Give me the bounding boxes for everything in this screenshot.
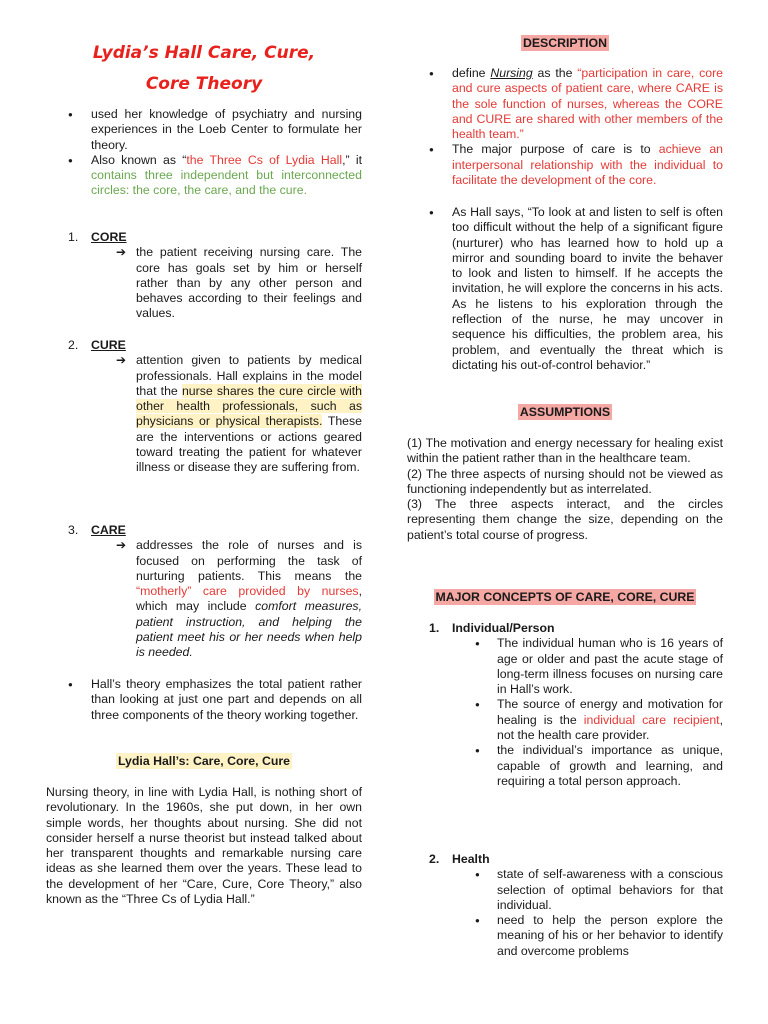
care-section [46, 523, 362, 661]
intro-list [46, 107, 362, 199]
care-motherly: “motherly” care provided by nurses [136, 584, 359, 599]
title-line-2: Core Theory [145, 74, 263, 94]
cure-post: These are the interventions or actions geared toward treating the patient for whatever illness or disease they are suffering from. [136, 414, 362, 475]
cure-label: CURE [91, 338, 126, 352]
care-purpose: achieve an interpersonal relationship with the individual to facilitate the development of the core. [452, 142, 723, 188]
description-heading-wrap [407, 36, 723, 51]
i2-post: , not the health care provider. [497, 712, 723, 743]
health-item-1: ● state of self-awareness with a conscious selection of optimal behaviors for that individual. [407, 867, 723, 913]
three-cs-term: the Three Cs of Lydia Hall [186, 152, 343, 167]
health-item-2: ● need to help the person explore the meaning of his or her behavior to identify and overcome problems [407, 913, 723, 959]
individual-section [407, 621, 723, 789]
assumptions-heading: ASSUMPTIONS [519, 405, 611, 419]
assumption-1: (1) The motivation and energy necessary for healing exist within the patient rather than in the healthcare team. [407, 436, 723, 466]
health-list [407, 867, 723, 959]
assumptions-heading-wrap [407, 405, 723, 420]
care-pre: addresses the role of nurses and is focused on performing the task of nurturing patients. This means the [136, 538, 362, 583]
description-list [407, 66, 723, 188]
quote-list [407, 205, 723, 373]
nursing-term: Nursing [490, 66, 533, 80]
intro-b2-post: ,” it [342, 152, 362, 167]
individual-item-2 [407, 697, 723, 743]
intro-paragraph: Nursing theory, in line with Lydia Hall, is nothing short of revolutionary. In the 1960s, she put down, in her own simple words, her thoughts about nursing. She did not consider herself a nurse theorist but instead talked about her transparent thoughts and remarkable nursing care ideas as she learned them over the years. These lead to the development of her “Care, Cure, Core Theory,” also known as the “Three Cs of Lydia Hall.” [46, 785, 362, 907]
health-label: Health [452, 852, 490, 866]
hall-quote: ● As Hall says, “To look at and listen to self is often too difficult without the help of a significant figure (nurturer) who has learned how to hold up a mirror and sounding board to invite the behaver to look and listen to himself. If he accepts the invitation, he will explore the concerns in his acts. As he listens to his exploration through the reflection of the nurse, he may uncover in sequence his difficulties, the problem area, his problem, and eventually the threat which is dictating his out-of-control behavior.” [407, 205, 723, 373]
concepts-heading: MAJOR CONCEPTS OF CARE, CORE, CURE [435, 590, 695, 604]
summary-list [46, 677, 362, 723]
description-bullet-1 [407, 66, 723, 142]
description-heading: DESCRIPTION [522, 36, 608, 50]
individual-item-3: ● the individual’s importance as unique, capable of growth and learning, and requiring a total person approach. [407, 743, 723, 789]
d1-pre: define [452, 66, 491, 80]
d2-pre: The major purpose of care is to [452, 142, 659, 157]
individual-list [407, 636, 723, 789]
summary-bullet: ● Hall’s theory emphasizes the total patient rather than looking at just one part and depends on all three components of the theory working together. [46, 677, 362, 723]
care-description [46, 538, 362, 660]
section-heading: Lydia Hall’s: Care, Core, Cure [118, 754, 290, 768]
cure-section [46, 338, 362, 476]
intro-b2-pre: Also known as “ [91, 152, 187, 167]
d1-mid: as the [532, 66, 578, 80]
description-bullet-2 [407, 142, 723, 188]
assumptions-block [407, 436, 723, 543]
core-description: ➔ the patient receiving nursing care. The core has goals set by him or herself rather than by any other person and behaves according to their feelings and values. [46, 245, 362, 321]
health-number: 2. [429, 852, 440, 866]
individual-label: Individual/Person [452, 621, 555, 635]
care-number: 3. [68, 523, 79, 537]
care-label: CARE [91, 523, 126, 537]
cure-pre: attention given to patients by medical professionals. Hall explains in the model that the [136, 353, 362, 398]
intro-bullet-2 [46, 153, 362, 199]
individual-care-recipient: individual care recipient [583, 712, 720, 727]
section-heading-wrap [46, 754, 362, 769]
circles-description: contains three independent but interconnected circles: the core, the care, and the cure. [91, 168, 362, 198]
title-line-1: Lydia’s Hall Care, Cure, [92, 43, 316, 63]
health-section [407, 852, 723, 959]
cure-description [46, 353, 362, 475]
i2-pre: The source of energy and motivation for healing is the [497, 697, 723, 727]
assumption-3: (3) The three aspects interact, and the circles representing them change the size, depending on the patient’s total course of progress. [407, 497, 723, 542]
concepts-heading-wrap [407, 590, 723, 605]
assumption-2: (2) The three aspects of nursing should not be viewed as functioning independently but as interrelated. [407, 466, 723, 496]
intro-bullet-1: ● used her knowledge of psychiatry and nursing experiences in the Loeb Center to formulate her theory. [46, 107, 362, 153]
core-section [46, 230, 362, 322]
page-title [46, 38, 362, 100]
cure-number: 2. [68, 338, 79, 352]
core-label: CORE [91, 230, 127, 244]
cure-highlight: nurse shares the cure circle with other health professionals, such as physicians or physical therapists. [136, 383, 362, 429]
care-italic: comfort measures, patient instruction, and helping the patient meet his or her needs when help is needed. [136, 599, 363, 660]
individual-item-1: ● The individual human who is 16 years of age or older and past the acute stage of long-term illness focuses on nursing care in Hall’s work. [407, 636, 723, 697]
care-mid: , which may include [136, 584, 362, 614]
nursing-definition: “participation in care, core and cure aspects of patient care, where CARE is the sole function of nurses, whereas the CORE and CURE are shared with other members of the health team.” [452, 66, 724, 142]
core-number: 1. [68, 230, 79, 244]
individual-number: 1. [429, 621, 440, 635]
